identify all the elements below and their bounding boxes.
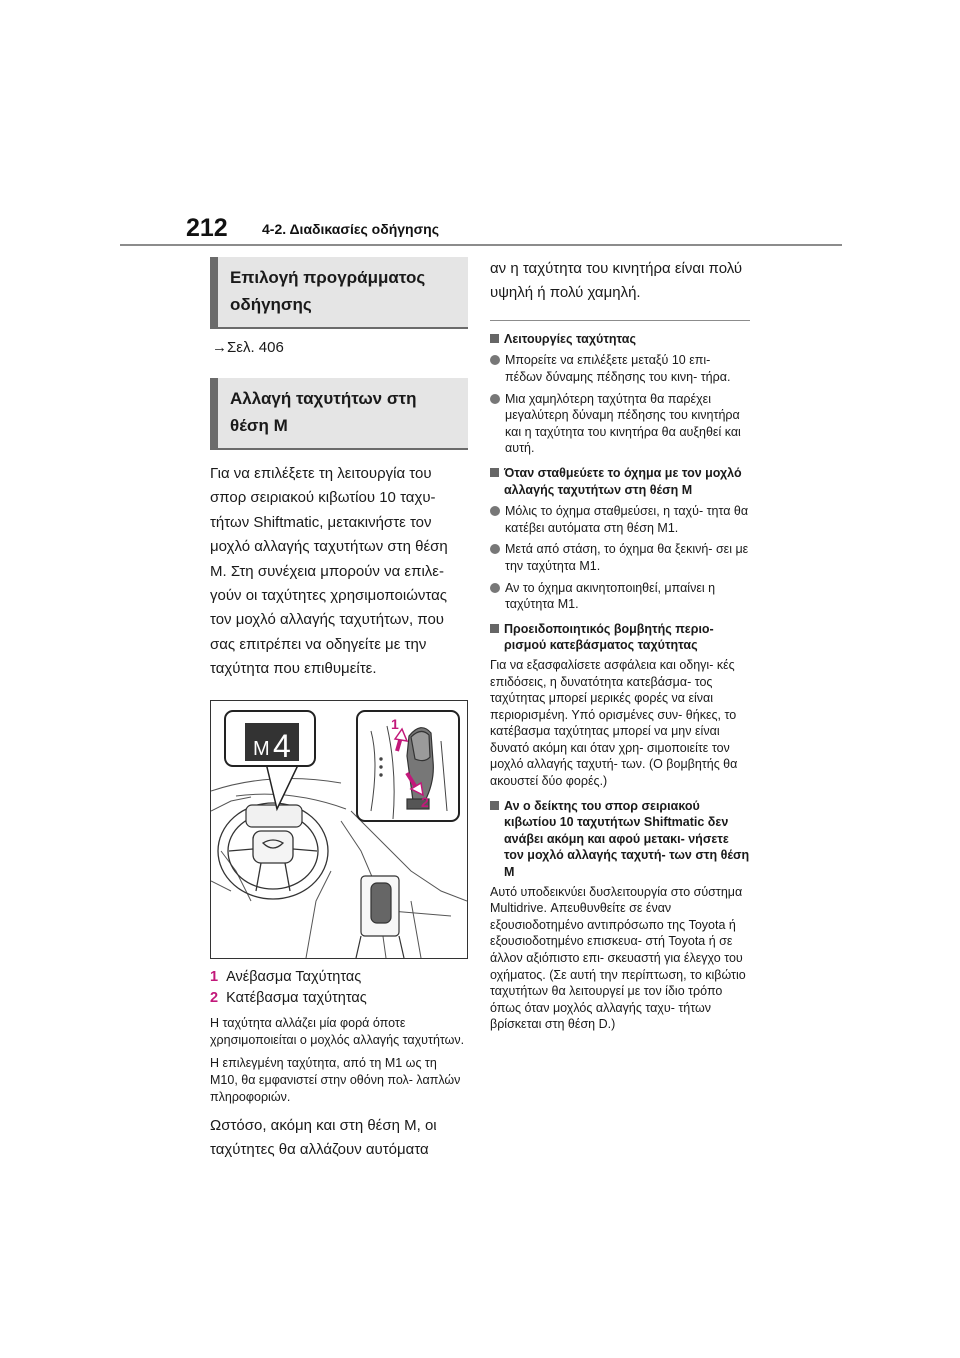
header-rule (120, 244, 842, 246)
bullet-item: Μετά από στάση, το όχημα θα ξεκινή- σει με την ταχύτητα M1. (490, 541, 750, 574)
square-bullet-icon (490, 334, 499, 343)
cockpit-illustration (211, 701, 467, 958)
note-heading-buzzer: Προειδοποιητικός βομβητής περιο- ρισμού κατεβάσματος ταχύτητας (490, 621, 750, 654)
page-number: 212 (186, 214, 228, 242)
intro-paragraph: Για να επιλέξετε τη λειτουργία του σπορ σειριακού κιβωτίου 10 ταχυ- τήτων Shiftmatic, μετακινήστε τον μοχλό αλλαγής ταχυτήτων στη θέση M. Στη συνέχεια μπορούν να επιλε- γούν οι ταχύτητες χρησιμοποιώντας τον μοχλό αλλαγής ταχυτήτων, που σας επιτρέπει να οδηγείτε με την ταχύτητα που επιθυμείτε. (210, 465, 448, 678)
note-heading-parking: Όταν σταθμεύετε το όχημα με τον μοχλό αλλαγής ταχυτήτων στη θέση M (490, 465, 750, 498)
square-bullet-icon (490, 801, 499, 810)
shift-lever-figure (210, 700, 468, 959)
legend-label: Κατέβασμα ταχύτητας (226, 989, 367, 1006)
closing-paragraph: Ωστόσο, ακόμη και στη θέση M, οι ταχύτητες θα αλλάζουν αυτόματα (210, 1116, 437, 1159)
console-shift-lever (356, 876, 404, 958)
note-heading-gear-functions: Λειτουργίες ταχύτητας (490, 331, 750, 348)
right-column (490, 257, 750, 1033)
legend-number: 2 (210, 989, 219, 1006)
page-reference: →Σελ. 406 (212, 339, 284, 356)
heading-m-position: Αλλαγή ταχυτήτων στη θέση M (210, 378, 468, 450)
square-bullet-icon (490, 468, 499, 477)
round-bullet-icon (490, 583, 500, 593)
callout-2: 2 (421, 793, 429, 810)
right-rule (490, 320, 750, 321)
note-heading-indicator: Αν ο δείκτης του σπορ σειριακού κιβωτίου 10 ταχυτήτων Shiftmatic δεν ανάβει ακόμη και αφού μετακι- νήσετε τον μοχλό αλλαγής ταχυτή- των στη θέση M (490, 798, 750, 881)
legend-label: Ανέβασμα Ταχύτητας (226, 968, 362, 985)
bullet-item: Μια χαμηλότερη ταχύτητα θα παρέχει μεγαλύτερη δύναμη πέδησης του κινητήρα και η ταχύτητα του κινητήρα θα αυξηθεί και αυτή. (490, 391, 750, 457)
small-note-gear-change: Η ταχύτητα αλλάζει μία φορά όποτε χρησιμοποιείται ο μοχλός αλλαγής ταχυτήτων. (210, 1015, 465, 1047)
round-bullet-icon (490, 506, 500, 516)
legend-number: 1 (210, 968, 219, 985)
legend (210, 967, 468, 1009)
round-bullet-icon (490, 355, 500, 365)
note-body-buzzer: Για να εξασφαλίσετε ασφάλεια και οδηγι- κές επιδόσεις, η δυνατότητα κατεβάσμα- τος ταχύτητας μπορεί μερικές φορές να είναι περιορισμένη. Υπό ορισμένες συν- θήκες, το κατέβασμα ταχύτητας μπορεί να μην είναι δυνατό ακόμη και όταν χρη- σιμοποιείτε τον μοχλό αλλαγής ταχυτή- των. (Ο βομβητής θα ακουστεί δύο φορές.) (490, 657, 738, 789)
bullet-item: Αν το όχημα ακινητοποιηθεί, μπαίνει η ταχύτητα M1. (490, 580, 750, 613)
round-bullet-icon (490, 544, 500, 554)
bullet-item: Μπορείτε να επιλέξετε μεταξύ 10 επι- πέδων δύναμης πέδησης του κινη- τήρα. (490, 352, 750, 385)
square-bullet-icon (490, 624, 499, 633)
instrument-cluster (246, 805, 302, 827)
note-body-indicator: Αυτό υποδεικνύει δυσλειτουργία στο σύστημα Multidrive. Απευθυνθείτε σε έναν εξουσιοδοτημένο αντιπρόσωπο της Toyota ή εξουσιοδοτημένο επισκευα- στή Toyota ή σε άλλον αξιόπιστο επι- σκευαστή για έλεγχο του οχήματος. (Σε αυτή την περίπτωση, το κιβώτιο ταχυτήτων θα λειτουργεί με τον ίδιο τρόπο όπως όταν μοχλός αλλαγής ταχυ- τήτων βρίσκεται στη θέση D.) (490, 884, 746, 1032)
legend-item-upshift (210, 967, 468, 988)
gear-number: 4 (273, 727, 291, 764)
continuation-paragraph: αν η ταχύτητα του κινητήρα είναι πολύ υψηλή ή πολύ χαμηλή. (490, 260, 743, 302)
callout-1: 1 (391, 715, 399, 732)
round-bullet-icon (490, 394, 500, 404)
left-column (210, 257, 468, 1162)
bullet-item: Μόλις το όχημα σταθμεύσει, η ταχύ- τητα θα κατέβει αυτόματα στη θέση M1. (490, 503, 750, 536)
section-title: 4-2. Διαδικασίες οδήγησης (262, 221, 440, 237)
legend-item-downshift (210, 988, 468, 1009)
small-note-display: Η επιλεγμένη ταχύτητα, από τη M1 ως τη M10, θα εμφανιστεί στην οθόνη πολ- λαπλών πληροφοριών. (210, 1055, 461, 1104)
gear-letter: M (253, 737, 270, 760)
heading-drive-mode: Επιλογή προγράμματος οδήγησης (210, 257, 468, 329)
